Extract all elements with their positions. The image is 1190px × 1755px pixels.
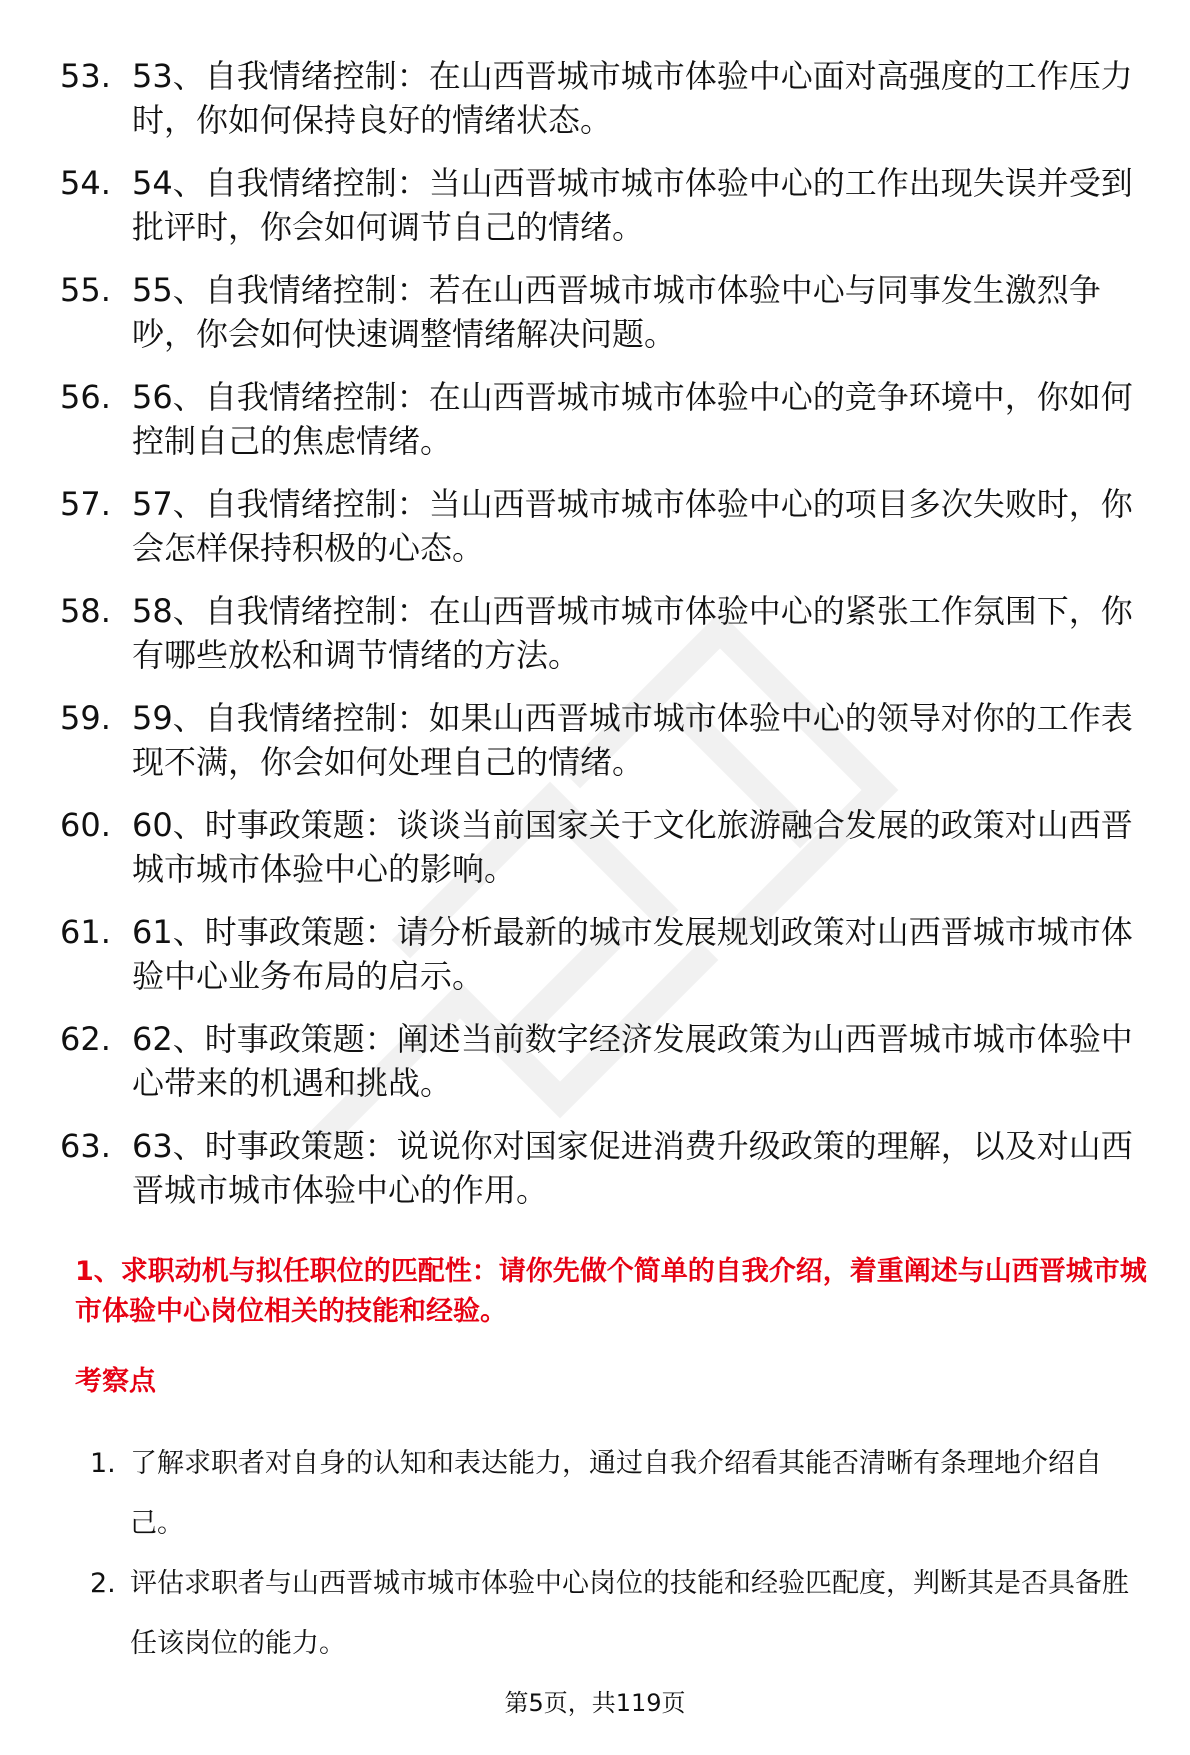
list-item-number: 63. (60, 1127, 111, 1165)
list-item-number: 61. (60, 913, 111, 951)
list-item-number: 54. (60, 164, 111, 202)
list-item-text: 60、时事政策题：谈谈当前国家关于文化旅游融合发展的政策对山西晋城市城市体验中心的影响。 (132, 806, 1133, 888)
list-item-number: 62. (60, 1020, 111, 1058)
list-item-number: 2. (90, 1568, 116, 1599)
list-item-number: 55. (60, 271, 111, 309)
list-item (60, 1124, 1160, 1212)
list-item-text: 55、自我情绪控制：若在山西晋城市城市体验中心与同事发生激烈争吵，你会如何快速调整情绪解决问题。 (132, 271, 1101, 353)
list-item-text: 56、自我情绪控制：在山西晋城市城市体验中心的竞争环境中，你如何控制自己的焦虑情绪。 (132, 378, 1133, 460)
list-item-text: 57、自我情绪控制：当山西晋城市城市体验中心的项目多次失败时，你会怎样保持积极的心态。 (132, 485, 1133, 567)
page-footer: 第5页，共119页 (504, 1689, 686, 1717)
question-list (60, 54, 1160, 1231)
list-item-number: 53. (60, 57, 111, 95)
list-item-text: 58、自我情绪控制：在山西晋城市城市体验中心的紧张工作氛围下，你有哪些放松和调节情绪的方法。 (132, 592, 1133, 674)
list-item-text: 63、时事政策题：说说你对国家促进消费升级政策的理解，以及对山西晋城市城市体验中心的作用。 (132, 1127, 1133, 1209)
assessment-points (75, 1434, 1155, 1674)
list-item (60, 375, 1160, 463)
list-item-number: 60. (60, 806, 111, 844)
list-item-number: 59. (60, 699, 111, 737)
list-item (60, 1017, 1160, 1105)
list-item-number: 56. (60, 378, 111, 416)
list-item (60, 54, 1160, 142)
list-item (60, 268, 1160, 356)
section-subtitle: 考察点 (75, 1366, 156, 1397)
list-item (60, 482, 1160, 570)
list-item (60, 910, 1160, 998)
list-item-text: 了解求职者对自身的认知和表达能力，通过自我介绍看其能否清晰有条理地介绍自己。 (130, 1448, 1102, 1539)
list-item (60, 803, 1160, 891)
list-item-text: 54、自我情绪控制：当山西晋城市城市体验中心的工作出现失误并受到批评时，你会如何调节自己的情绪。 (132, 164, 1133, 246)
list-item-text: 53、自我情绪控制：在山西晋城市城市体验中心面对高强度的工作压力时，你如何保持良好的情绪状态。 (132, 57, 1133, 139)
list-item (60, 696, 1160, 784)
answer-section (75, 1252, 1155, 1674)
list-item (75, 1434, 1155, 1554)
list-item (75, 1554, 1155, 1674)
list-item (60, 161, 1160, 249)
list-item (60, 589, 1160, 677)
list-item-text: 61、时事政策题：请分析最新的城市发展规划政策对山西晋城市城市体验中心业务布局的启示。 (132, 913, 1133, 995)
list-item-number: 58. (60, 592, 111, 630)
section-title: 1、求职动机与拟任职位的匹配性：请你先做个简单的自我介绍，着重阐述与山西晋城市城市体验中心岗位相关的技能和经验。 (75, 1256, 1147, 1327)
list-item-text: 评估求职者与山西晋城市城市体验中心岗位的技能和经验匹配度，判断其是否具备胜任该岗位的能力。 (130, 1568, 1129, 1659)
list-item-number: 1. (90, 1448, 116, 1479)
list-item-text: 59、自我情绪控制：如果山西晋城市城市体验中心的领导对你的工作表现不满，你会如何处理自己的情绪。 (132, 699, 1133, 781)
list-item-text: 62、时事政策题：阐述当前数字经济发展政策为山西晋城市城市体验中心带来的机遇和挑战。 (132, 1020, 1133, 1102)
list-item-number: 57. (60, 485, 111, 523)
